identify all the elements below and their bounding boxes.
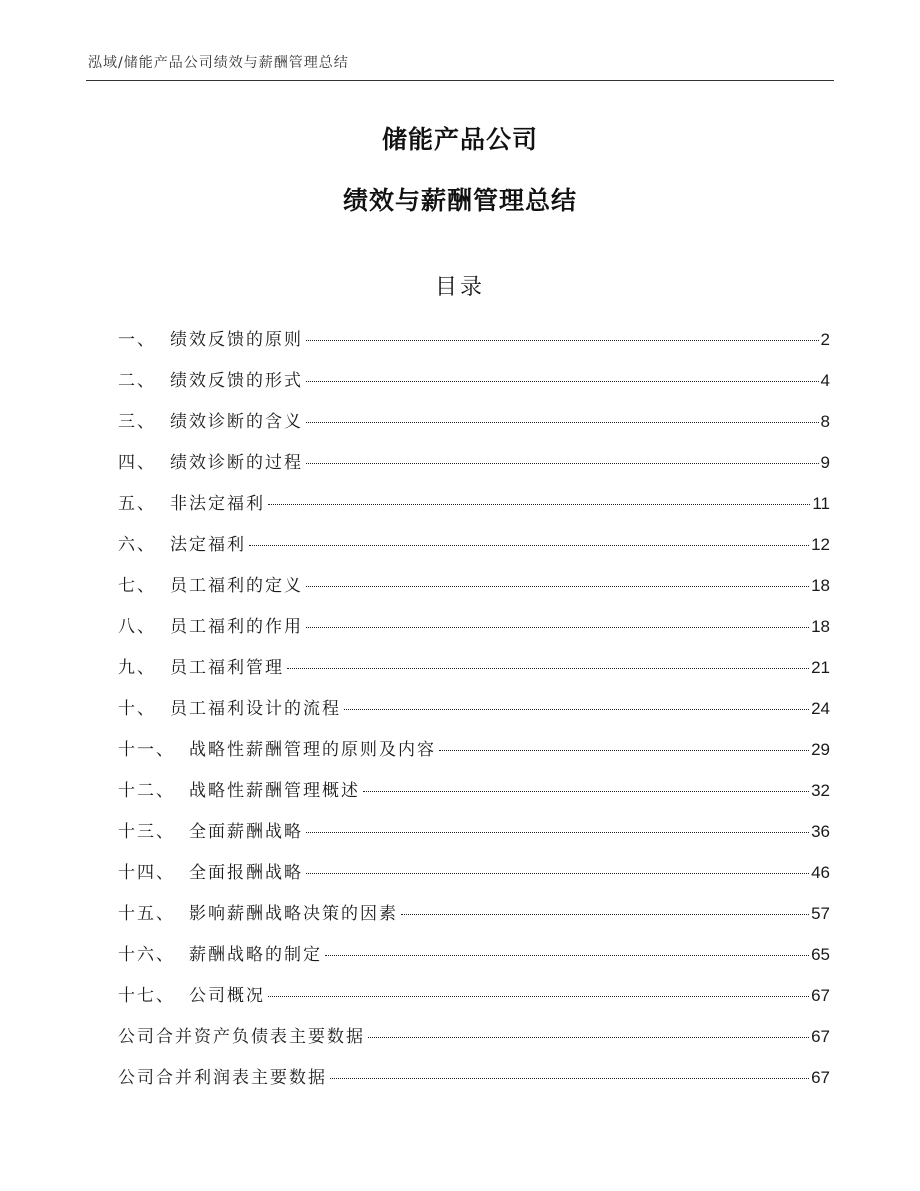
toc-entry-number: 九、 (118, 658, 156, 678)
toc-entry-title: 公司概况 (189, 986, 265, 1006)
toc-entry[interactable] (118, 1016, 830, 1057)
toc-entry[interactable] (118, 606, 830, 647)
toc-entry-page: 36 (811, 822, 830, 841)
toc-entry-number: 五、 (118, 494, 156, 514)
running-header: 泓域/储能产品公司绩效与薪酬管理总结 (88, 55, 349, 71)
toc-entry-title: 非法定福利 (170, 494, 265, 514)
toc-entry-title: 全面报酬战略 (189, 863, 303, 883)
toc-entry-title: 全面薪酬战略 (189, 822, 303, 842)
toc-leader-dots (325, 955, 809, 956)
toc-entry[interactable] (118, 647, 830, 688)
toc-entry-page: 57 (811, 904, 830, 923)
toc-entry-title: 公司合并资产负债表主要数据 (118, 1027, 365, 1047)
toc-entry-title: 法定福利 (170, 535, 246, 555)
toc-entry[interactable] (118, 852, 830, 893)
toc-leader-dots (306, 627, 809, 628)
toc-entry-title: 战略性薪酬管理的原则及内容 (189, 740, 436, 760)
toc-leader-dots (344, 709, 809, 710)
toc-entry[interactable] (118, 688, 830, 729)
toc-leader-dots (268, 504, 810, 505)
toc-entry-number: 十三、 (118, 822, 175, 842)
toc-entry-title: 战略性薪酬管理概述 (189, 781, 360, 801)
toc-leader-dots (287, 668, 809, 669)
toc-entry[interactable] (118, 934, 830, 975)
toc-leader-dots (306, 832, 809, 833)
toc-entry-title: 绩效反馈的原则 (170, 330, 303, 350)
toc-entry-page: 11 (812, 494, 830, 513)
toc-entry[interactable] (118, 729, 830, 770)
toc-entry-page: 4 (820, 371, 830, 390)
toc-entry-number: 四、 (118, 453, 156, 473)
document-title-line2: 绩效与薪酬管理总结 (342, 186, 577, 215)
toc-leader-dots (306, 381, 819, 382)
toc-entry-number: 一、 (118, 330, 156, 350)
toc-entry-title: 影响薪酬战略决策的因素 (189, 904, 398, 924)
toc-entry-page: 18 (811, 617, 830, 636)
toc-entry[interactable] (118, 770, 830, 811)
toc-entry-title: 公司合并利润表主要数据 (118, 1068, 327, 1088)
toc-entry-number: 十七、 (118, 986, 175, 1006)
toc-leader-dots (306, 422, 819, 423)
toc-entry-title: 绩效反馈的形式 (170, 371, 303, 391)
toc-entry[interactable] (118, 565, 830, 606)
toc-entry-page: 65 (811, 945, 830, 964)
toc-entry[interactable] (118, 811, 830, 852)
toc-entry-number: 六、 (118, 535, 156, 555)
toc-entry-number: 十四、 (118, 863, 175, 883)
toc-entry-page: 29 (811, 740, 830, 759)
toc-entry[interactable] (118, 442, 830, 483)
toc-entry-page: 8 (820, 412, 830, 431)
toc-entry-number: 十一、 (118, 740, 175, 760)
toc-leader-dots (401, 914, 809, 915)
toc-heading: 目录 (434, 275, 485, 300)
toc-entry-title: 员工福利的作用 (170, 617, 303, 637)
toc-leader-dots (330, 1078, 809, 1079)
toc-entry-number: 三、 (118, 412, 156, 432)
toc-entry[interactable] (118, 1057, 830, 1098)
toc-entry-page: 18 (811, 576, 830, 595)
toc-entry[interactable] (118, 319, 830, 360)
toc-entry-title: 员工福利管理 (170, 658, 284, 678)
toc-entry-page: 21 (811, 658, 830, 677)
toc-entry-title: 员工福利设计的流程 (170, 699, 341, 719)
toc-entry[interactable] (118, 483, 830, 524)
toc-entry-number: 八、 (118, 617, 156, 637)
toc-entry-title: 员工福利的定义 (170, 576, 303, 596)
toc-entry-page: 9 (820, 453, 830, 472)
toc-entry-title: 绩效诊断的含义 (170, 412, 303, 432)
toc-entry-page: 67 (811, 986, 830, 1005)
toc-entry-number: 十五、 (118, 904, 175, 924)
toc-entry-page: 2 (820, 330, 830, 349)
toc-entry-number: 七、 (118, 576, 156, 596)
document-title-line1: 储能产品公司 (381, 125, 538, 154)
toc-entry-number: 二、 (118, 371, 156, 391)
toc-entry-page: 32 (811, 781, 830, 800)
toc-entry[interactable] (118, 524, 830, 565)
toc-leader-dots (363, 791, 809, 792)
toc-leader-dots (268, 996, 809, 997)
toc-leader-dots (249, 545, 809, 546)
toc-entry-title: 薪酬战略的制定 (189, 945, 322, 965)
toc-entry-page: 67 (811, 1068, 830, 1087)
toc-entry[interactable] (118, 975, 830, 1016)
toc-entry[interactable] (118, 360, 830, 401)
table-of-contents (118, 319, 830, 1098)
toc-entry-page: 46 (811, 863, 830, 882)
toc-entry-title: 绩效诊断的过程 (170, 453, 303, 473)
toc-entry-number: 十六、 (118, 945, 175, 965)
toc-entry[interactable] (118, 401, 830, 442)
header-divider (86, 80, 834, 81)
toc-leader-dots (306, 463, 819, 464)
toc-entry-number: 十、 (118, 699, 156, 719)
toc-leader-dots (306, 586, 809, 587)
toc-leader-dots (368, 1037, 809, 1038)
toc-leader-dots (306, 873, 809, 874)
toc-entry-page: 67 (811, 1027, 830, 1046)
toc-entry-page: 24 (811, 699, 830, 718)
toc-entry-number: 十二、 (118, 781, 175, 801)
toc-entry-page: 12 (811, 535, 830, 554)
toc-entry[interactable] (118, 893, 830, 934)
toc-leader-dots (306, 340, 819, 341)
toc-leader-dots (439, 750, 809, 751)
